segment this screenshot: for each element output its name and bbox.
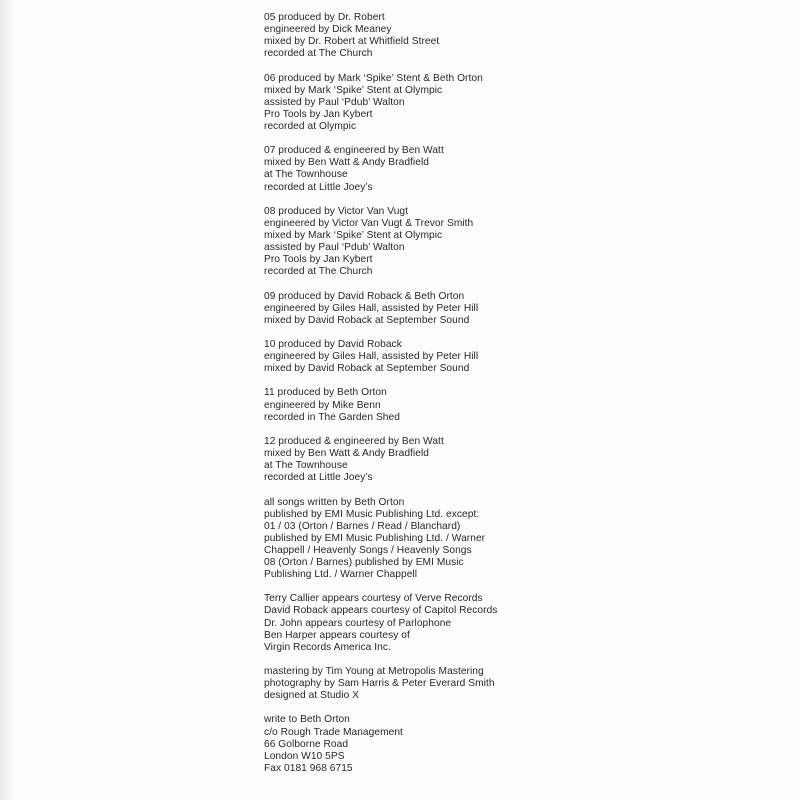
credit-line: mixed by David Roback at September Sound bbox=[264, 363, 470, 375]
credit-line: Pro Tools by Jan Kybert bbox=[264, 108, 373, 120]
credit-block-10 bbox=[264, 339, 564, 375]
credit-line: engineered by Mike Benn bbox=[264, 399, 381, 411]
contact-block bbox=[264, 714, 564, 774]
courtesy-line: David Roback appears courtesy of Capitol Records bbox=[264, 605, 498, 617]
production-block bbox=[264, 666, 564, 702]
credit-block-06 bbox=[264, 73, 564, 133]
credit-block-09 bbox=[264, 291, 564, 327]
credit-line: 07 produced & engineered by Ben Watt bbox=[264, 145, 444, 157]
credit-line: 12 produced & engineered by Ben Watt bbox=[264, 435, 444, 447]
credit-line: recorded at Olympic bbox=[264, 120, 357, 132]
production-line: photography by Sam Harris & Peter Everard Smith bbox=[264, 678, 495, 690]
courtesy-line: Ben Harper appears courtesy of bbox=[264, 629, 410, 641]
courtesy-line: Virgin Records America Inc. bbox=[264, 641, 391, 653]
credit-line: mixed by Dr. Robert at Whitfield Street bbox=[264, 36, 440, 48]
credit-line: engineered by Victor Van Vugt & Trevor Smith bbox=[264, 217, 474, 229]
production-line: designed at Studio X bbox=[264, 690, 360, 702]
publishing-line: 01 / 03 (Orton / Barnes / Read / Blanchard) bbox=[264, 520, 461, 532]
contact-line: write to Beth Orton bbox=[264, 714, 350, 726]
credit-line: recorded at The Church bbox=[264, 266, 373, 278]
contact-line: London W10 5PS bbox=[264, 750, 345, 762]
credit-line: 10 produced by David Roback bbox=[264, 339, 402, 350]
credit-line: 05 produced by Dr. Robert bbox=[264, 12, 385, 23]
credit-line: mixed by Ben Watt & Andy Bradfield bbox=[264, 157, 429, 169]
credit-block-07 bbox=[264, 145, 564, 193]
credit-line: 09 produced by David Roback & Beth Orton bbox=[264, 290, 465, 302]
publishing-line: all songs written by Beth Orton bbox=[264, 496, 405, 508]
contact-line: c/o Rough Trade Management bbox=[264, 726, 403, 738]
credit-line: mixed by David Roback at September Sound bbox=[264, 314, 470, 326]
credit-block-08 bbox=[264, 206, 564, 279]
publishing-line: Publishing Ltd. / Warner Chappell bbox=[264, 569, 418, 581]
courtesy-line: Dr. John appears courtesy of Parlophone bbox=[264, 617, 452, 629]
credit-line: Pro Tools by Jan Kybert bbox=[264, 254, 373, 266]
credit-block-11 bbox=[264, 387, 564, 423]
credit-line: assisted by Paul ‘Pdub’ Walton bbox=[264, 242, 405, 254]
credit-line: recorded in The Garden Shed bbox=[264, 411, 400, 423]
liner-notes-text bbox=[264, 12, 564, 787]
contact-line: 66 Golborne Road bbox=[264, 738, 349, 750]
credit-line: mixed by Mark ‘Spike’ Stent at Olympic bbox=[264, 229, 443, 241]
credit-line: mixed by Mark ‘Spike’ Stent at Olympic bbox=[264, 84, 443, 96]
production-line: mastering by Tim Young at Metropolis Mastering bbox=[264, 666, 484, 677]
courtesy-line: Terry Callier appears courtesy of Verve Records bbox=[264, 593, 483, 605]
courtesy-block bbox=[264, 593, 564, 653]
publishing-line: 08 (Orton / Barnes) published by EMI Music bbox=[264, 556, 464, 568]
credit-line: assisted by Paul ‘Pdub’ Walton bbox=[264, 96, 405, 108]
credit-block-05 bbox=[264, 12, 564, 60]
credit-line: recorded at Little Joey’s bbox=[264, 472, 373, 484]
credit-line: recorded at The Church bbox=[264, 48, 373, 60]
credit-line: mixed by Ben Watt & Andy Bradfield bbox=[264, 448, 429, 460]
credit-line: 08 produced by Victor Van Vugt bbox=[264, 205, 409, 217]
credit-line: recorded at Little Joey’s bbox=[264, 181, 373, 193]
contact-line: Fax 0181 968 6715 bbox=[264, 762, 353, 774]
credit-line: engineered by Giles Hall, assisted by Peter Hill bbox=[264, 351, 479, 363]
credit-line: engineered by Giles Hall, assisted by Peter Hill bbox=[264, 302, 479, 314]
credit-line: at The Townhouse bbox=[264, 169, 348, 181]
page-edge-shadow bbox=[0, 0, 14, 800]
credit-line: at The Townhouse bbox=[264, 460, 348, 472]
publishing-line: Chappell / Heavenly Songs / Heavenly Songs bbox=[264, 544, 472, 556]
publishing-line: published by EMI Music Publishing Ltd. except: bbox=[264, 508, 480, 520]
credit-block-12 bbox=[264, 436, 564, 484]
credit-line: engineered by Dick Meaney bbox=[264, 24, 392, 36]
publishing-line: published by EMI Music Publishing Ltd. / Warner bbox=[264, 532, 486, 544]
credit-line: 11 produced by Beth Orton bbox=[264, 387, 387, 399]
credit-line: 06 produced by Mark ‘Spike’ Stent & Beth Orton bbox=[264, 72, 483, 84]
publishing-block bbox=[264, 497, 564, 582]
